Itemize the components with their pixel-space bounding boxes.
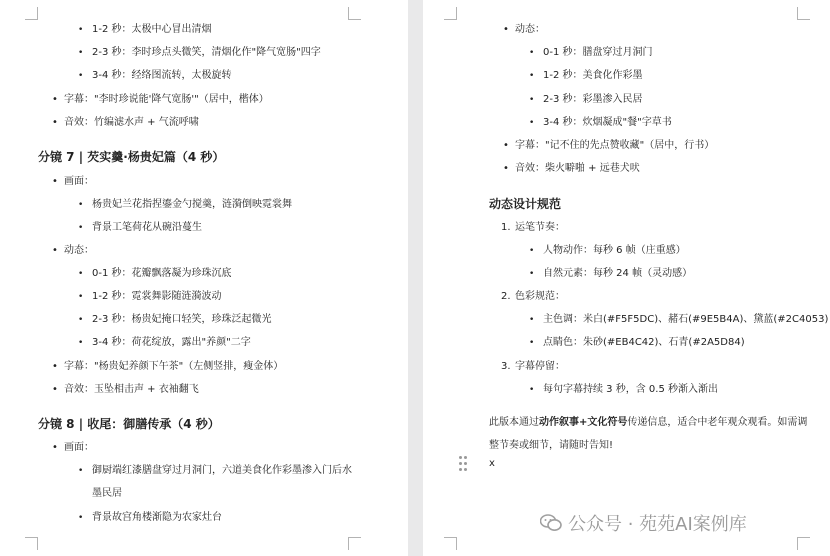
list-item: 1-2 秒：霓裳舞影随涟漪波动 (92, 291, 222, 302)
picture-label: 画面： (64, 442, 94, 453)
motion-label: 动态： (515, 24, 545, 35)
list-item: 点睛色：朱砂(#EB4C42)、石青(#2A5D84) (543, 337, 745, 348)
closing-text-pre: 此版本通过 (489, 417, 539, 428)
sound-line: 音效：竹编滤水声 + 气流呼啸 (64, 117, 199, 128)
list-item: 每句字幕持续 3 秒，含 0.5 秒渐入渐出 (543, 384, 718, 395)
drag-handle-icon[interactable] (459, 456, 468, 472)
bullet-icon (529, 336, 534, 350)
bullet-icon (78, 313, 83, 327)
closing-text-bold: 动作叙事+文化符号 (539, 417, 628, 428)
bullet-icon (78, 336, 83, 350)
list-item: 人物动作：每秒 6 帧（庄重感） (543, 245, 686, 256)
bullet-icon (503, 23, 509, 37)
list-item: 3-4 秒：炊烟凝成"餐"字草书 (543, 117, 672, 128)
list-item: 主色调：米白(#F5F5DC)、赭石(#9E5B4A)、黛蓝(#2C4053) (543, 314, 829, 325)
list-item: 杨贵妃兰花指捏鎏金勺搅羹，涟漪倒映霓裳舞 (92, 199, 292, 210)
section-heading: 分镜 7 | 芡实羹·杨贵妃篇（4 秒） (38, 150, 225, 164)
bullet-icon (52, 93, 58, 107)
crop-mark (797, 537, 810, 550)
list-item: 3-4 秒：经络图流转，太极旋转 (92, 70, 232, 81)
crop-mark (348, 7, 361, 20)
watermark (540, 511, 747, 535)
list-item: 1-2 秒：美食化作彩墨 (543, 70, 643, 81)
list-item: 背景工笔荷花从碗沿蔓生 (92, 222, 202, 233)
list-item: 2-3 秒：杨贵妃掩口轻笑，珍珠泛起微光 (92, 314, 272, 325)
bullet-icon (529, 116, 534, 130)
bullet-icon (78, 290, 83, 304)
sound-line: 音效：玉坠相击声 + 衣袖翻飞 (64, 384, 199, 395)
closing-paragraph-line2: 整节奏或细节，请随时告知! (489, 440, 614, 451)
crop-mark (444, 537, 457, 550)
bullet-icon (78, 267, 83, 281)
crop-mark (348, 537, 361, 550)
crop-mark (25, 7, 38, 20)
list-item: 2-3 秒：彩墨渗入民居 (543, 94, 643, 105)
caption-line: 字幕："记不住的先点赞收藏"（居中，行书） (515, 140, 715, 151)
bullet-icon (503, 162, 509, 176)
bullet-icon (52, 441, 58, 455)
list-item: 背景故宫角楼渐隐为农家灶台 (92, 512, 222, 523)
bullet-icon (52, 244, 58, 258)
picture-label: 画面： (64, 176, 94, 187)
section-heading: 动态设计规范 (489, 197, 562, 211)
bullet-icon (52, 383, 58, 397)
motion-label: 动态： (64, 245, 94, 256)
list-item: 1-2 秒：太极中心冒出清烟 (92, 24, 212, 35)
bullet-icon (78, 198, 83, 212)
bullet-icon (78, 511, 83, 525)
wechat-icon (540, 514, 562, 532)
bullet-icon (503, 139, 509, 153)
bullet-icon (52, 175, 58, 189)
bullet-icon (529, 267, 534, 281)
bullet-icon (78, 221, 83, 235)
crop-mark (797, 7, 810, 20)
caption-line: 字幕："杨贵妃养颜下午茶"（左侧竖排，瘦金体） (64, 361, 284, 372)
bullet-icon (529, 93, 534, 107)
list-number: 3. (501, 361, 511, 372)
list-item: 自然元素：每秒 24 帧（灵动感） (543, 268, 693, 279)
bullet-icon (78, 464, 83, 478)
bullet-icon (529, 383, 534, 397)
sound-line: 音效：柴火噼啪 + 远巷犬吠 (515, 163, 640, 174)
bullet-icon (78, 69, 83, 83)
document-page-right (423, 0, 830, 556)
watermark-text: 公众号 · 苑苑AI案例库 (568, 514, 747, 535)
text-cursor-line[interactable]: x (489, 458, 495, 469)
list-item: 3-4 秒：荷花绽放，露出"养颜"二字 (92, 337, 251, 348)
bullet-icon (529, 313, 534, 327)
closing-paragraph (489, 416, 807, 430)
bullet-icon (78, 23, 83, 37)
bullet-icon (78, 46, 83, 60)
list-item-continuation: 墨民居 (92, 488, 122, 499)
crop-mark (25, 537, 38, 550)
bullet-icon (529, 244, 534, 258)
caption-line: 字幕："李时珍说能'降气宽肠'"（居中，楷体） (64, 94, 269, 105)
bullet-icon (529, 69, 534, 83)
bullet-icon (52, 360, 58, 374)
document-page-left (0, 0, 408, 556)
bullet-icon (529, 46, 534, 60)
list-item: 2-3 秒：李时珍点头微笑，清烟化作"降气宽肠"四字 (92, 47, 321, 58)
spec-label: 运笔节奏： (515, 222, 565, 233)
closing-text-post: 传递信息，适合中老年观众观看。如需调 (627, 417, 808, 428)
list-item: 0-1 秒：花瓣飘落凝为珍珠沉底 (92, 268, 232, 279)
list-item: 0-1 秒：膳盘穿过月洞门 (543, 47, 653, 58)
list-item: 御厨端红漆膳盘穿过月洞门，六道美食化作彩墨渗入门后水 (92, 465, 352, 476)
crop-mark (444, 7, 457, 20)
section-heading: 分镜 8 | 收尾：御膳传承（4 秒） (38, 417, 220, 431)
spec-label: 字幕停留： (515, 361, 565, 372)
list-number: 1. (501, 222, 511, 233)
spec-label: 色彩规范： (515, 291, 565, 302)
bullet-icon (52, 116, 58, 130)
list-number: 2. (501, 291, 511, 302)
